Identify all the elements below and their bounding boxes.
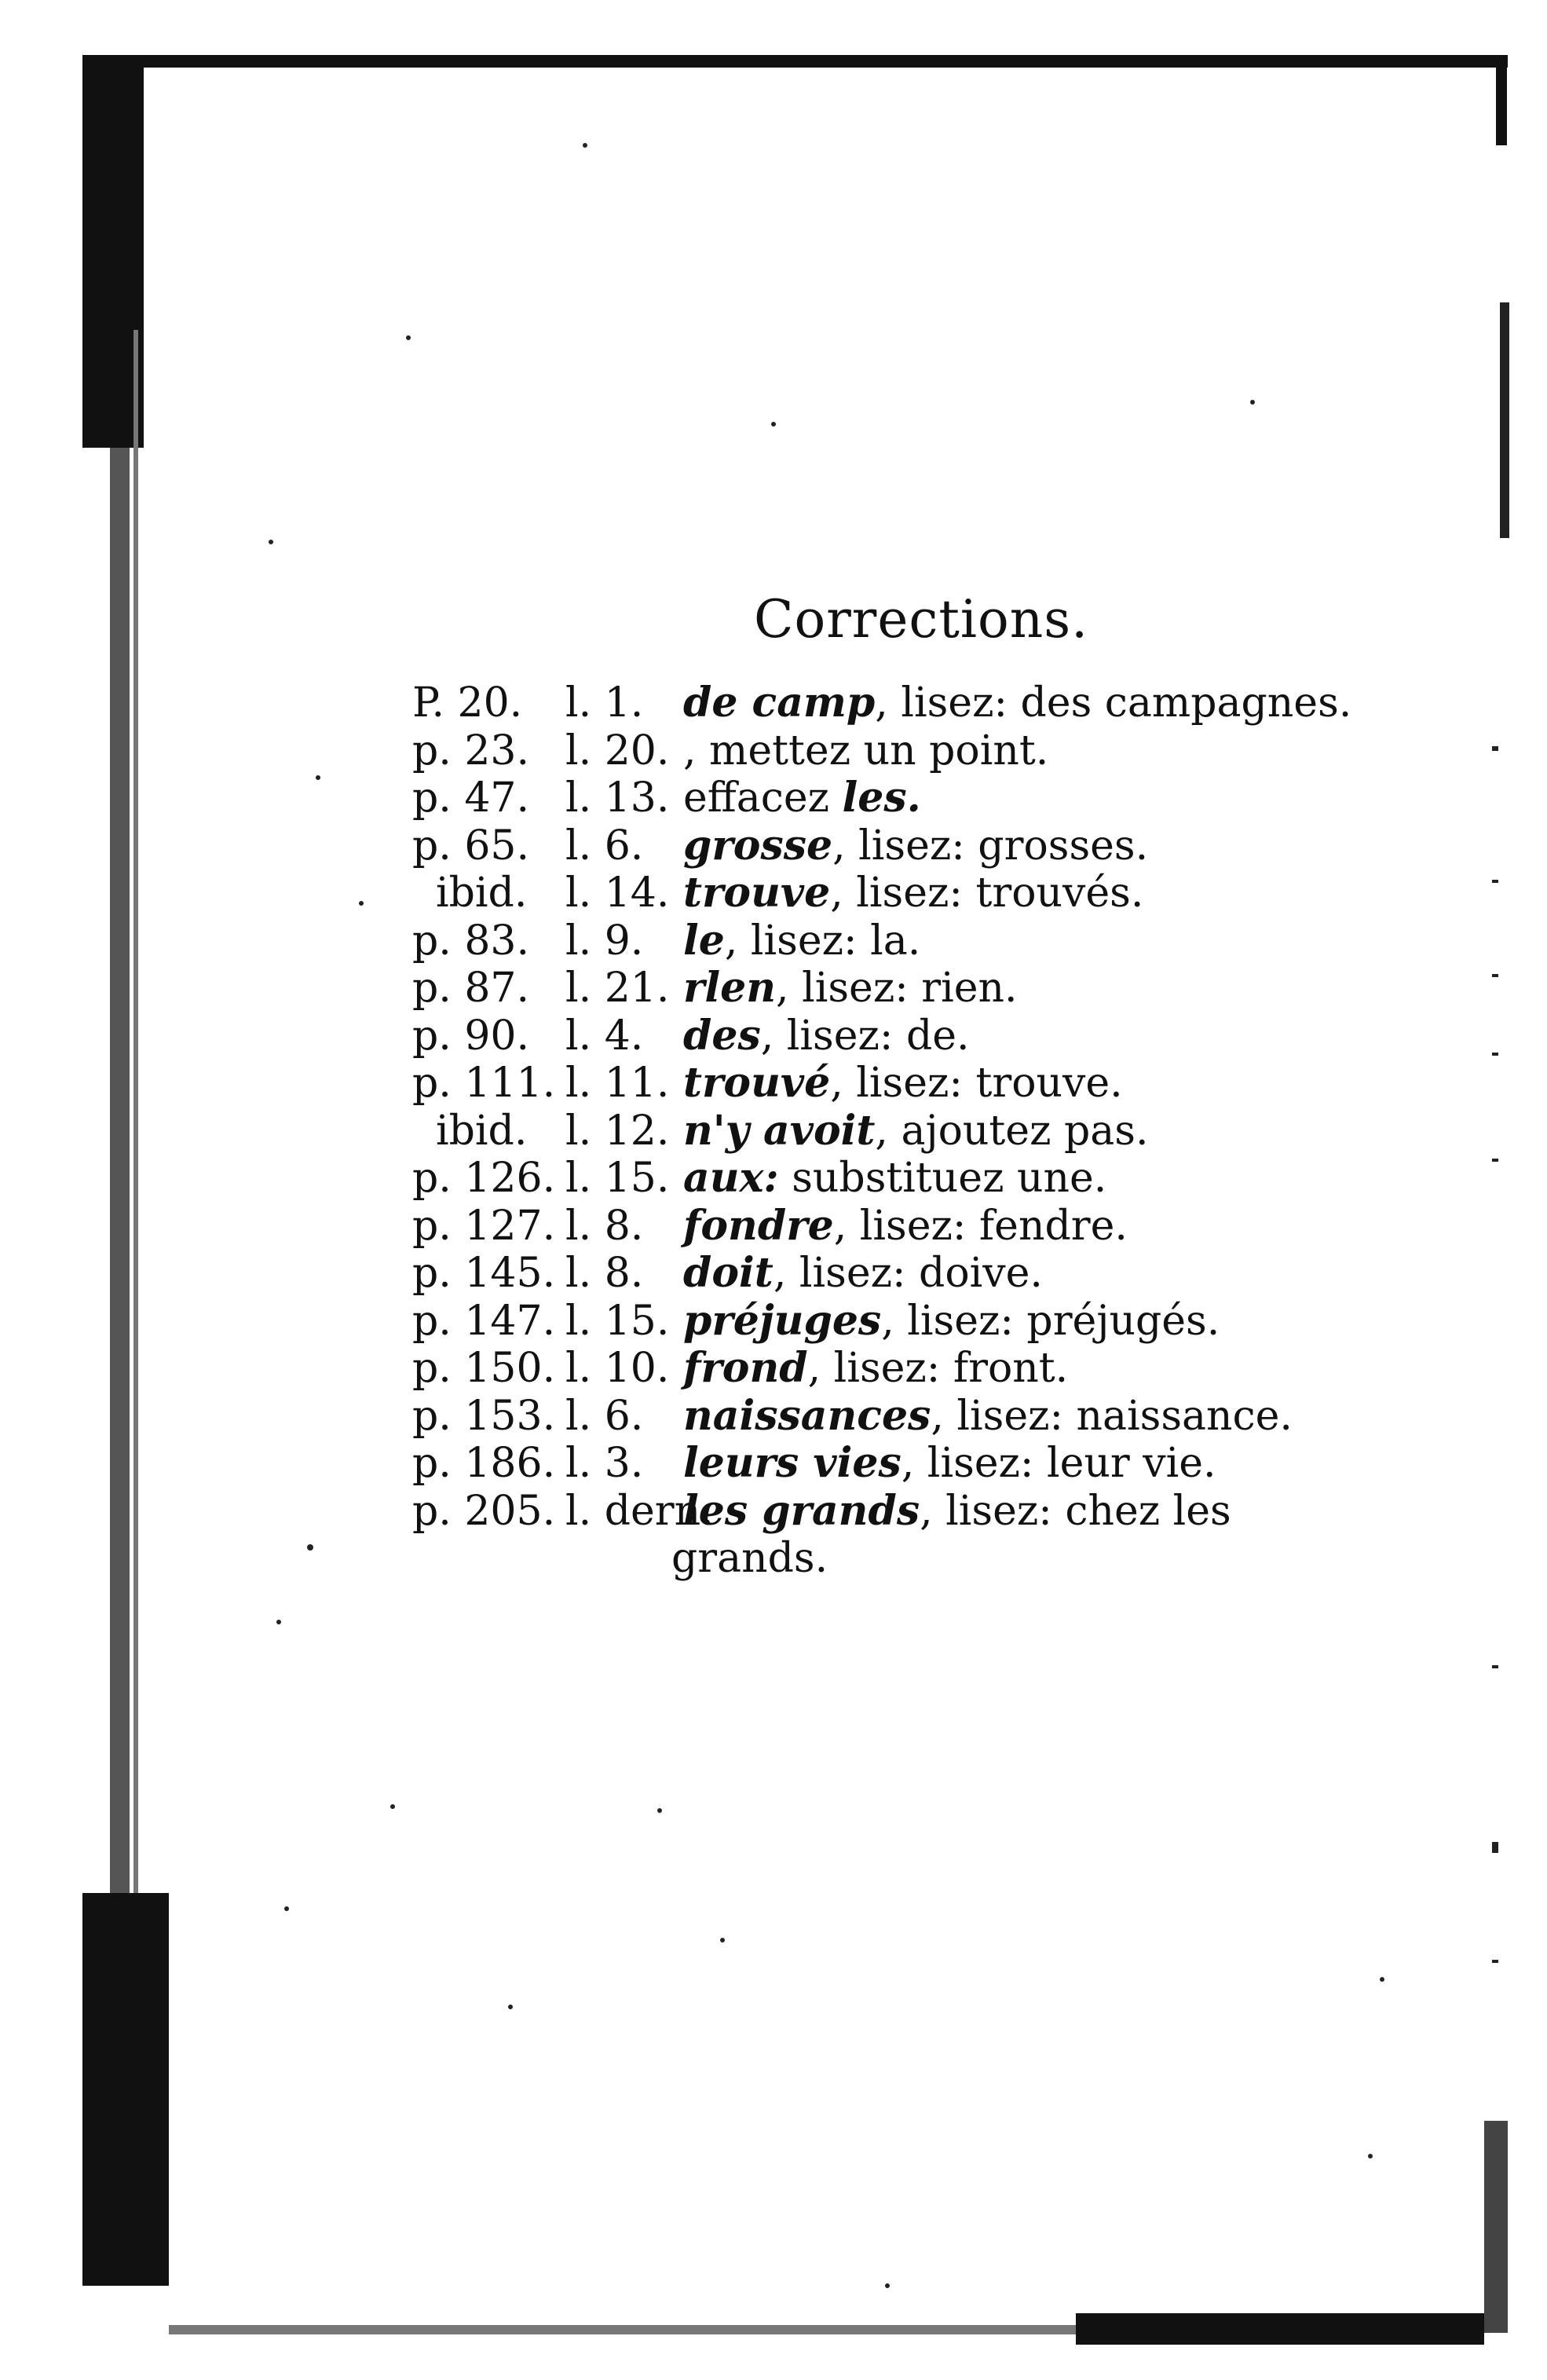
erroneous-word: de camp [683, 679, 876, 727]
correction-text [683, 1060, 1386, 1108]
erratum-row [412, 1250, 1386, 1298]
line-ref: l. dern. [565, 1487, 714, 1535]
correction: , lisez: des campagnes. [875, 679, 1352, 727]
page-ref: p. 65. [412, 822, 530, 870]
line-ref: l. 12. [565, 1107, 670, 1155]
line-ref: l. 11. [565, 1060, 670, 1107]
correction-text [683, 822, 1386, 870]
erroneous-word: fondre [683, 1201, 834, 1250]
page-ref: p. 145. [412, 1250, 556, 1297]
erratum-row [412, 1155, 1386, 1203]
correction-text [683, 1250, 1386, 1298]
correction-text [683, 1108, 1386, 1155]
erratum-row [412, 1298, 1386, 1346]
line-ref: l. 15. [565, 1155, 670, 1202]
page-ref: p. 147. [412, 1297, 556, 1345]
correction: , lisez: préjugés. [881, 1297, 1220, 1345]
correction-text [683, 1440, 1386, 1488]
erratum-row [412, 917, 1386, 965]
line-ref: l. 1. [565, 679, 644, 727]
correction-text [683, 917, 1386, 965]
correction-text [683, 1488, 1386, 1536]
erroneous-word: le [683, 916, 725, 965]
erratum-continuation: grands. [671, 1535, 828, 1582]
erroneous-word: frond [683, 1344, 808, 1392]
erroneous-word: naissances [683, 1391, 931, 1440]
page-ref: ibid. [436, 1107, 528, 1155]
correction: , lisez: trouvés. [830, 870, 1144, 917]
erroneous-word: grosse [683, 821, 833, 870]
correction-text [683, 1345, 1386, 1393]
correction: , mettez un point. [683, 727, 1049, 774]
erroneous-word: des [683, 1011, 761, 1060]
erratum-row [412, 727, 1386, 775]
erroneous-word: aux: [683, 1154, 779, 1202]
correction-text [683, 727, 1386, 775]
line-ref: l. 9. [565, 917, 644, 965]
page-ref: p. 111. [412, 1060, 556, 1107]
correction: , ajoutez pas. [875, 1107, 1149, 1155]
erroneous-word: doit [683, 1249, 774, 1297]
page-ref: p. 90. [412, 1012, 530, 1060]
line-ref: l. 13. [565, 774, 670, 822]
correction: , lisez: front. [807, 1345, 1069, 1392]
correction: , lisez: la. [724, 917, 921, 965]
line-ref: l. 3. [565, 1440, 644, 1487]
errata-list [412, 679, 1386, 1583]
correction-text [683, 870, 1386, 917]
correction: , lisez: de. [760, 1012, 970, 1060]
page-ref: P. 20. [412, 679, 523, 727]
erroneous-word-tail: les. [842, 774, 921, 822]
correction-text [683, 774, 1386, 822]
line-ref: l. 6. [565, 822, 644, 870]
correction: , lisez: chez les [920, 1487, 1231, 1535]
erratum-row [412, 1393, 1386, 1441]
correction-text [683, 1298, 1386, 1346]
erratum-row [412, 822, 1386, 870]
erroneous-word: rlen [683, 964, 777, 1012]
page-ref: p. 126. [412, 1155, 556, 1202]
page-ref: p. 153. [412, 1392, 556, 1440]
page-ref: p. 47. [412, 774, 530, 822]
erratum-row [412, 1012, 1386, 1060]
erratum-row [412, 965, 1386, 1012]
correction: effacez [683, 774, 843, 822]
page-ref: p. 23. [412, 727, 530, 774]
erratum-row [412, 774, 1386, 822]
line-ref: l. 15. [565, 1297, 670, 1345]
erroneous-word: leurs vies [683, 1439, 902, 1487]
erroneous-word: n'y avoit [683, 1106, 876, 1155]
erroneous-word: les grands [683, 1486, 920, 1535]
correction: , lisez: naissance. [931, 1392, 1293, 1440]
correction: , lisez: doive. [773, 1250, 1043, 1297]
page-ref: p. 83. [412, 917, 530, 965]
erroneous-word: préjuges [683, 1296, 882, 1345]
correction: , lisez: rien. [776, 965, 1018, 1012]
page-ref: p. 150. [412, 1345, 556, 1392]
page-title: Corrections. [754, 589, 1089, 650]
line-ref: l. 20. [565, 727, 670, 774]
line-ref: l. 4. [565, 1012, 644, 1060]
correction: , lisez: trouve. [830, 1060, 1123, 1107]
erratum-row [412, 1203, 1386, 1250]
page-ref: p. 205. [412, 1487, 556, 1535]
correction-text [683, 1155, 1386, 1203]
page-ref: p. 186. [412, 1440, 556, 1487]
page-ref: p. 87. [412, 965, 530, 1012]
line-ref: l. 8. [565, 1202, 644, 1250]
erratum-row [412, 679, 1386, 727]
line-ref: l. 14. [565, 870, 670, 917]
line-ref: l. 10. [565, 1345, 670, 1392]
correction-text [683, 1393, 1386, 1441]
erratum-row [412, 1060, 1386, 1108]
correction: , lisez: fendre. [833, 1202, 1128, 1250]
line-ref: l. 8. [565, 1250, 644, 1297]
page-ref: ibid. [436, 870, 528, 917]
erroneous-word: trouvé [683, 1059, 831, 1107]
erratum-row [412, 1108, 1386, 1155]
erratum-row [412, 870, 1386, 917]
correction-text [683, 1012, 1386, 1060]
erroneous-word: trouve [683, 869, 831, 917]
erratum-row [412, 1488, 1386, 1536]
erratum-row [412, 1345, 1386, 1393]
correction: substituez une. [778, 1155, 1107, 1202]
line-ref: l. 6. [565, 1392, 644, 1440]
correction-text [683, 1203, 1386, 1250]
correction-text [683, 965, 1386, 1012]
correction-text [683, 679, 1386, 727]
erratum-row [412, 1440, 1386, 1488]
line-ref: l. 21. [565, 965, 670, 1012]
page-ref: p. 127. [412, 1202, 556, 1250]
correction: , lisez: grosses. [832, 822, 1149, 870]
correction: , lisez: leur vie. [901, 1440, 1216, 1487]
